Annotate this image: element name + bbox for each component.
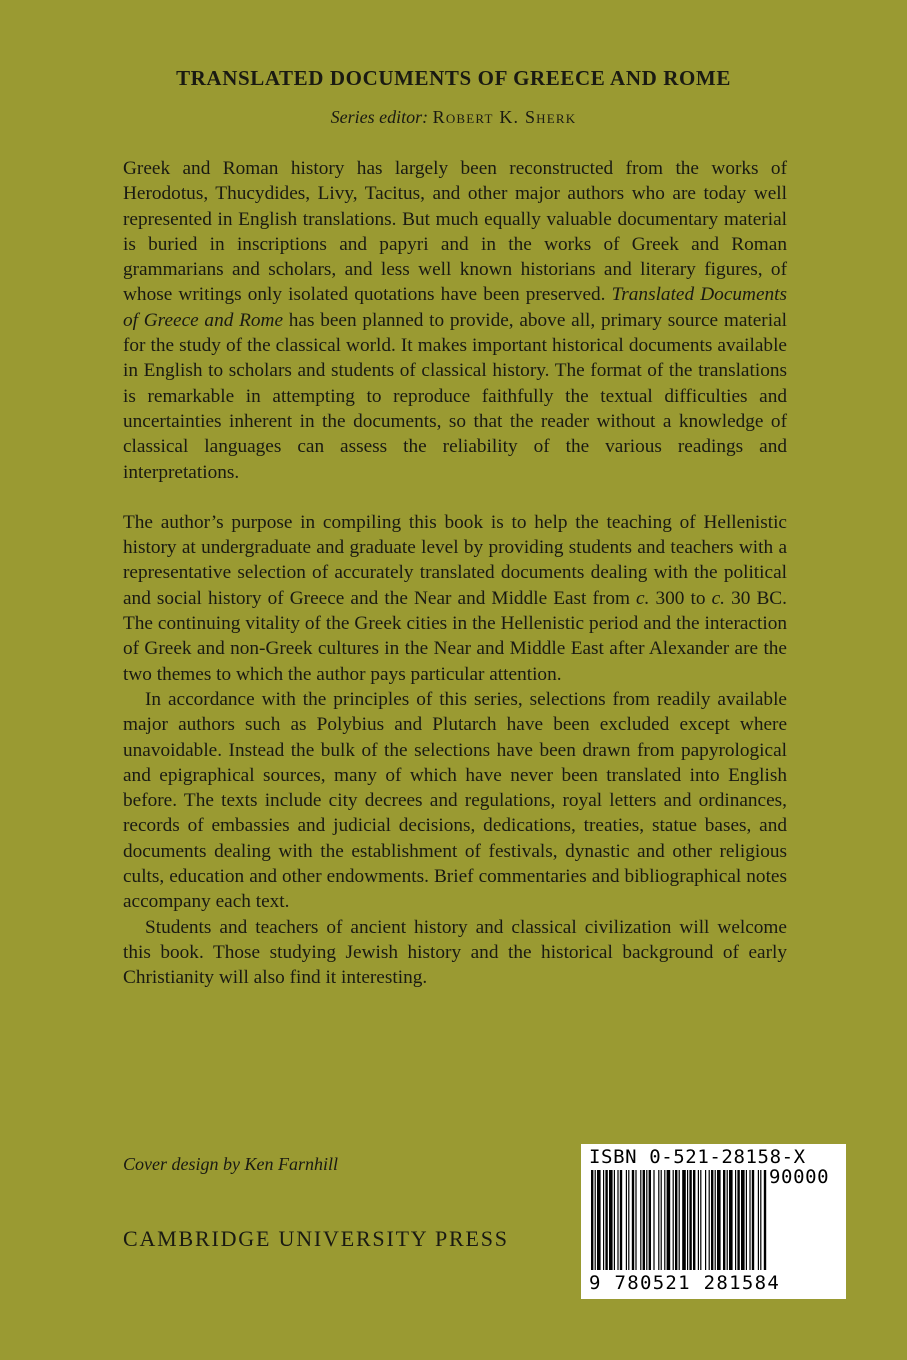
cover-design-credit: Cover design by Ken Farnhill: [123, 1154, 338, 1174]
barcode-bar: [741, 1170, 745, 1270]
barcode-bars: [591, 1170, 767, 1270]
ean-number: 9 780521 281584: [589, 1272, 781, 1294]
barcode-bar: [752, 1170, 754, 1270]
barcode-bar: [628, 1170, 629, 1270]
barcode-bar: [664, 1170, 665, 1270]
blurb: [123, 156, 787, 991]
barcode-bar: [643, 1170, 645, 1270]
barcode-bar: [626, 1170, 627, 1270]
barcode-bar: [597, 1170, 601, 1270]
barcode-bar: [760, 1170, 761, 1270]
barcode-bar: [749, 1170, 750, 1270]
publisher-name: CAMBRIDGE UNIVERSITY PRESS: [123, 1226, 509, 1251]
barcode-bar: [632, 1170, 634, 1270]
barcode-bar: [687, 1170, 688, 1270]
barcode-bar: [705, 1170, 706, 1270]
blurb-paragraph-2: [123, 510, 787, 687]
isbn-text: ISBN 0-521-28158-X: [589, 1146, 806, 1168]
blurb-paragraph-3: In accordance with the principles of this series, selections from readily available major authors such as Polybius and Plutarch have been excluded except where unavoidable. Instead the bulk of the selections have been drawn from papyrological and epigraphical sources, many of which have never been translated into English before. The texts include city decrees and regulations, royal letters and ordinances, records of embassies and judicial decisions, dedications, treaties, statue bases, and documents dealing with the establishment of festivals, dynastic and other religious cults, education and other endowments. Brief commentaries and bibliographical notes accompany each text.: [123, 688, 787, 913]
barcode-block: [581, 1144, 846, 1299]
barcode-bar: [649, 1170, 651, 1270]
series-title: TRANSLATED DOCUMENTS OF GREECE AND ROME: [176, 66, 731, 90]
blurb-p2-text-c: 30 BC. The continuing vitality of the Greek cities in the Hellenistic period and the interaction of Greek and non-Greek cultures in the Near and Middle East after Alexander are the two themes to which the author pays particular attention.: [123, 587, 787, 685]
circa-2: c.: [711, 587, 725, 609]
barcode-bar: [727, 1170, 728, 1270]
barcode-bar: [667, 1170, 671, 1270]
barcode-bar: [603, 1170, 604, 1270]
barcode-bar: [591, 1170, 593, 1270]
barcode-bar: [614, 1170, 615, 1270]
barcode-bar: [709, 1170, 710, 1270]
barcode-bar: [617, 1170, 618, 1270]
barcode-bar: [595, 1170, 596, 1270]
barcode-bar: [735, 1170, 736, 1270]
barcode-bar: [729, 1170, 733, 1270]
barcode-bar: [758, 1170, 759, 1270]
barcode-bar: [737, 1170, 739, 1270]
series-editor-name: Robert K. Sherk: [432, 107, 577, 127]
barcode-bar: [689, 1170, 691, 1270]
series-title-italic: Translated Documents of Greece and Rome: [123, 284, 787, 331]
barcode-bar: [700, 1170, 701, 1270]
barcode-bar: [764, 1170, 766, 1270]
barcode-bar: [658, 1170, 659, 1270]
barcode-bar: [653, 1170, 654, 1270]
barcode-bar: [635, 1170, 636, 1270]
barcode-bar: [715, 1170, 716, 1270]
barcode-bar: [711, 1170, 713, 1270]
barcode-bar: [661, 1170, 662, 1270]
blurb-p1-text-a: Greek and Roman history has largely been reconstructed from the works of Herodotus, Thucydides, Livy, Tacitus, and other major authors who are today well represented in English translations. But much equally valuable documentary material is buried in inscriptions and papyri and in the works of Greek and Roman grammarians and scholars, and less well known historians and literary figures, of whose writings only isolated quotations have been preserved.: [123, 158, 787, 306]
barcode-bar: [698, 1170, 699, 1270]
barcode-bar: [609, 1170, 613, 1270]
barcode-bar: [675, 1170, 677, 1270]
circa-1: c.: [636, 587, 650, 609]
barcode-bar: [679, 1170, 680, 1270]
barcode-bar: [746, 1170, 747, 1270]
barcode-bar: [673, 1170, 674, 1270]
barcode-bar: [682, 1170, 686, 1270]
barcode-bar: [723, 1170, 725, 1270]
blurb-p1-text-b: has been planned to provide, above all, primary source material for the study of the classical world. It makes important historical documents available in English to scholars and students of classical history. The format of the translations is remarkable in attempting to reproduce faithfully the textual difficulties and uncertainties inherent in the documents, so that the reader without a knowledge of classical languages can assess the reliability of the various readings and interpretations.: [123, 309, 787, 483]
series-editor-line: [0, 107, 907, 128]
blurb-p2-text-a: The author’s purpose in compiling this book is to help the teaching of Hellenistic history at undergraduate and graduate level by providing students and teachers with a representative selection of accurately translated documents dealing with the political and social history of Greece and the Near and Middle East from: [123, 511, 787, 609]
price-addon-code: 90000: [769, 1166, 830, 1188]
barcode-bar: [717, 1170, 721, 1270]
blurb-p2-text-b: 300 to: [649, 587, 712, 609]
blurb-paragraph-4: Students and teachers of ancient history and classical civilization will welcome this book. Those studying Jewish history and the historical background of early Christianity will also find it interesting.: [123, 916, 787, 989]
barcode-bar: [646, 1170, 647, 1270]
barcode-bar: [693, 1170, 695, 1270]
barcode-bar: [605, 1170, 607, 1270]
blurb-paragraph-1: [123, 156, 787, 485]
series-editor-label: Series editor:: [330, 107, 429, 127]
barcode-bar: [620, 1170, 622, 1270]
barcode-bar: [640, 1170, 641, 1270]
